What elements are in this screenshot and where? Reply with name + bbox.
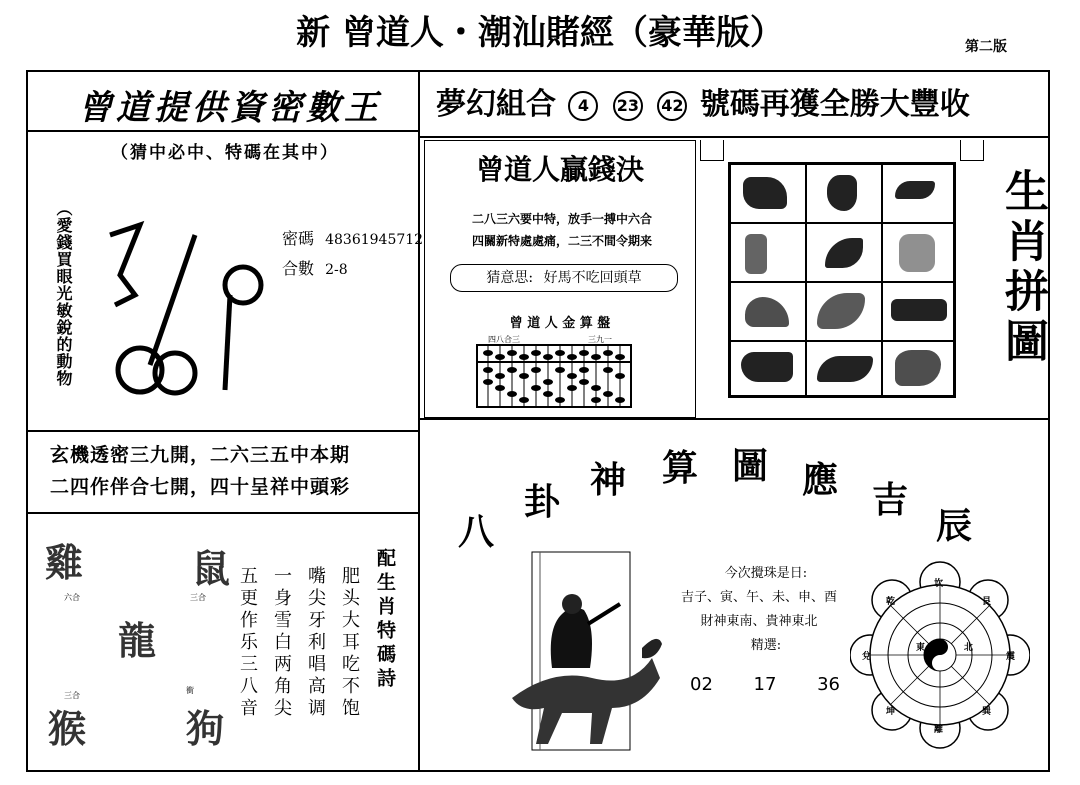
bagua-title-char: 神	[590, 459, 627, 501]
wheel-petal-label: 艮	[982, 597, 992, 607]
right-mid-divider	[418, 418, 1050, 420]
meaning-value: 好馬不吃回頭草	[543, 270, 642, 286]
ball-3: 42	[657, 91, 687, 121]
bagua-title-char: 八	[458, 511, 495, 553]
password-row	[282, 226, 423, 249]
bagua-title-char: 辰	[936, 505, 973, 547]
wheel-petal-label: 坎	[934, 579, 944, 589]
banner-divider	[418, 136, 1050, 138]
animal-rooster: 雞	[45, 540, 84, 585]
column-divider	[418, 70, 420, 772]
sum-value: 2-8	[325, 262, 348, 278]
warrior-illustration	[492, 548, 664, 754]
left-title-divider	[26, 130, 418, 132]
bagua-title-char: 卦	[524, 481, 561, 523]
puzzle-grid	[728, 162, 956, 398]
tag-sanhe-1: 三合	[190, 593, 206, 602]
wheel-petal-label: 離	[934, 725, 944, 735]
pick-number: 02	[690, 674, 713, 695]
secret-line-2: 四關新特處處痛，二三不間令期来	[471, 234, 652, 248]
puzzle-label: 生肖拼圖	[997, 168, 1048, 368]
wealth-gods: 財神東南、貴神東北	[700, 614, 818, 629]
pick-number: 17	[753, 674, 777, 695]
bagua-title-char: 應	[802, 459, 839, 501]
banner-prefix: 夢幻組合	[436, 87, 556, 122]
wheel-petal-label: 巽	[982, 707, 992, 717]
left-title: 曾道提供資密數王	[78, 88, 382, 128]
animal-rat: 鼠	[192, 546, 231, 591]
draw-days: 吉子、寅、午、未、申、酉	[680, 590, 837, 605]
bagua-title	[440, 430, 1000, 553]
poem-line-2: 嘴尖牙利唱高调	[305, 566, 326, 720]
riddle-text: （愛錢買眼光敏銳的動物	[54, 200, 73, 387]
wheel-inner-label: 北	[964, 643, 974, 653]
wheel-labels	[850, 560, 1030, 750]
tag-chong: 衝	[186, 686, 194, 695]
animal-dragon: 龍	[118, 618, 157, 663]
left-slogan: （猜中必中、特碼在其中）	[111, 143, 339, 163]
combo-banner	[436, 88, 1036, 122]
abacus-left-label: 四八合三	[488, 335, 520, 344]
abacus	[476, 335, 632, 408]
pick-label: 精選:	[750, 638, 782, 653]
tag-sanhe-2: 三合	[64, 691, 80, 700]
poem-line-4: 五更作乐三八音	[237, 566, 258, 720]
left-mid-divider-1	[26, 430, 418, 432]
abacus-right-label: 三九一	[588, 335, 612, 344]
poem-title: 配生肖特碼詩	[374, 548, 396, 692]
mystery-line-2: 二四作伴合七開，四十呈祥中頭彩	[50, 476, 351, 498]
wheel-petal-label: 坤	[886, 707, 896, 717]
ball-1: 4	[568, 91, 598, 121]
poem-line-1: 肥头大耳吃不饱	[339, 566, 360, 720]
wheel-inner-label: 東	[916, 643, 926, 653]
pick-number: 36	[817, 674, 840, 695]
meaning-label: 猜意思:	[486, 270, 534, 286]
abacus-title: 曾 道 人 金 算 盤	[509, 316, 611, 331]
animal-dog: 狗	[186, 706, 225, 751]
puzzle-corner-left	[700, 140, 724, 161]
wheel-petal-label: 震	[1006, 652, 1016, 662]
edition-label: 第二版	[965, 39, 1007, 55]
tag-liuhe: 六合	[64, 593, 80, 602]
wheel-petal-label: 兌	[862, 652, 872, 662]
pick-numbers	[690, 674, 840, 695]
animal-monkey: 猴	[48, 706, 87, 751]
ball-2: 23	[613, 91, 643, 121]
page-title: 新 曾道人・潮汕賭經（豪華版）	[296, 13, 784, 53]
poem-line-3: 一身雪白两角尖	[271, 566, 292, 720]
abacus-beads	[478, 346, 630, 406]
secret-line-1: 二八三六要中特，放手一搏中六合	[471, 212, 652, 226]
mystery-line-1: 玄機透密三九開，二六三五中本期	[50, 444, 351, 466]
password-label: 密碼	[282, 229, 315, 248]
cryptic-drawing	[100, 215, 270, 405]
bagua-title-char: 吉	[872, 479, 909, 521]
sum-row	[282, 256, 348, 279]
bagua-title-char: 算	[662, 447, 699, 489]
password-value: 48361945712	[325, 232, 424, 248]
wheel-petal-label: 乾	[886, 597, 896, 607]
bagua-title-char: 圖	[732, 445, 769, 487]
banner-suffix: 號碼再獲全勝大豐收	[699, 87, 970, 122]
secret-title: 曾道人贏錢決	[475, 153, 644, 186]
sum-label: 合數	[282, 259, 315, 278]
left-mid-divider-2	[26, 512, 418, 514]
meaning-box	[450, 264, 678, 292]
draw-day-label: 今次攪珠是日:	[724, 566, 808, 581]
puzzle-corner-right	[960, 140, 984, 161]
